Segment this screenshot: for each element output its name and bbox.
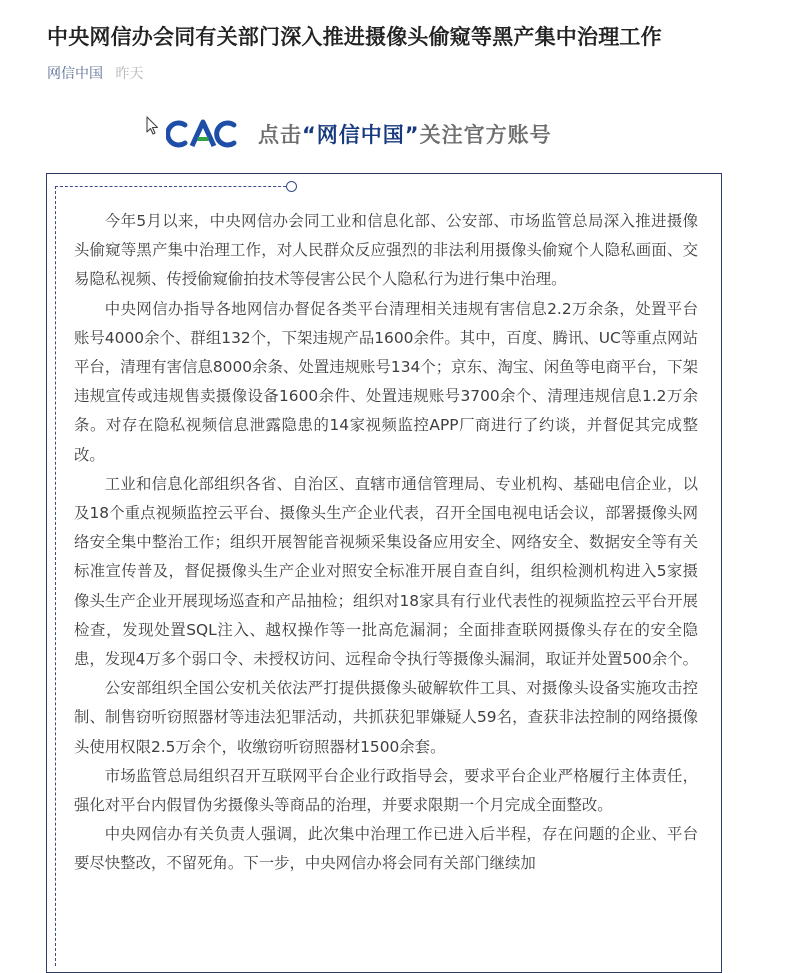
follow-banner-text [258, 119, 552, 149]
banner-prefix: 点击 [258, 123, 302, 147]
banner-suffix: 关注官方账号 [419, 123, 552, 147]
banner-highlight: “网信中国” [302, 123, 420, 147]
article-meta [47, 64, 143, 84]
article-title: 中央网信办会同有关部门深入推进摄像头偷窥等黑产集中治理工作 [47, 25, 662, 49]
paragraph: 中央网信办指导各地网信办督促各类平台清理相关违规有害信息2.2万余条，处置平台账号4000余个、群组132个，下架违规产品1600余件。其中，百度、腾讯、UC等重点网站平台，清理有害信息8000余条、处置违规账号134个；京东、淘宝、闲鱼等电商平台，下架违规宣传或违规售卖摄像设备1600余件、处置违规账号3700余个、清理违规信息1.2万余条。对存在隐私视频信息泄露隐患的14家视频监控APP厂商进行了约谈，并督促其完成整改。 [74, 299, 698, 464]
paragraph: 工业和信息化部组织各省、自治区、直辖市通信管理局、专业机构、基础电信企业，以及18个重点视频监控云平台、摄像头生产企业代表，召开全国电视电话会议，部署摄像头网络安全集中整治工作；组织开展智能音视频采集设备应用安全、网络安全、数据安全等有关标准宣传普及，督促摄像头生产企业对照安全标准开展自查自纠，组织检测机构进入5家摄像头生产企业开展现场巡查和产品抽检；组织对18家具有行业代表性的视频监控云平台开展检查，发现处置SQL注入、越权操作等一批高危漏洞；全面排查联网摄像头存在的安全隐患，发现4万多个弱口令、未授权访问、远程命令执行等摄像头漏洞，取证并处置500余个。 [74, 474, 699, 669]
paragraph: 市场监管总局组织召开互联网平台企业行政指导会，要求平台企业严格履行主体责任，强化对平台内假冒伪劣摄像头等商品的治理，并要求限期一个月完成全面整改。 [74, 766, 698, 815]
paragraph: 公安部组织全国公安机关依法严打提供摄像头破解软件工具、对摄像头设备实施攻击控制、制售窃听窃照器材等违法犯罪活动，共抓获犯罪嫌疑人59名，查获非法控制的网络摄像头使用权限2.5万余个，收缴窃听窃照器材1500余套。 [74, 679, 698, 756]
cursor-icon [146, 116, 160, 136]
article-body [74, 207, 698, 879]
selection-outline-left [55, 186, 56, 966]
resize-handle[interactable] [286, 181, 297, 192]
paragraph: 今年5月以来，中央网信办会同工业和信息化部、公安部、市场监管总局深入推进摄像头偷窥等黑产集中治理工作，对人民群众反应强烈的非法利用摄像头偷窥个人隐私画面、交易隐私视频、传授偷窥偷拍技术等侵害公民个人隐私行为进行集中治理。 [74, 212, 698, 289]
cac-logo-icon [166, 116, 240, 152]
follow-banner[interactable] [128, 110, 648, 158]
paragraph: 中央网信办有关负责人强调，此次集中治理工作已进入后半程，存在问题的企业、平台要尽快整改，不留死角。下一步，中央网信办将会同有关部门继续加 [74, 825, 698, 873]
publish-date: 昨天 [115, 66, 144, 82]
selection-outline-top [55, 186, 291, 187]
account-name-link[interactable]: 网信中国 [47, 66, 103, 82]
